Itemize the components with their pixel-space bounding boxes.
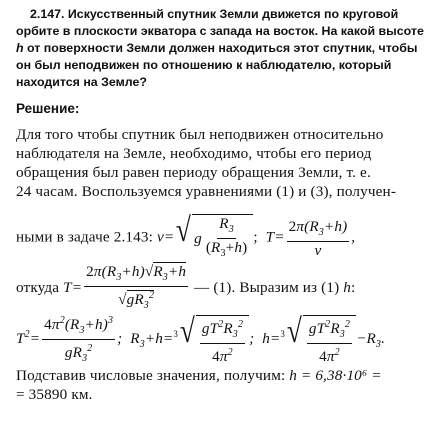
cube-root-1: √ $\frac{gT^2R_3^2}{4\pi^2}$ (178, 315, 249, 365)
formula-line-whence: откуда T= $\frac{2\pi(R_3+h)√R_3+h}{√gR_3^2}$ — (1). Выразим из (1) h: (16, 263, 355, 314)
whence-label: откуда (16, 279, 60, 297)
problem-number: 2.147. (30, 7, 65, 21)
formula-line-v-T: ными в задаче 2.143: v= √ g $\frac{R_3}{(R_3+h)}$ ; T= $\frac{2\pi(R_3+h)}{v}$ , (16, 214, 355, 262)
problem-line-1: Искусственный спутник Земли движется по круговой (67, 7, 399, 21)
final-line-2: = 35890 км. (16, 386, 93, 403)
T-period-fraction: $\frac{2\pi(R_3+h)√R_3+h}{√gR_3^2}$ (86, 263, 187, 312)
problem-line-5: находится на Земле? (16, 75, 147, 89)
solution-line-4: 24 часам. Воспользуемся уравнениями (1) и (3), получен- (16, 183, 397, 200)
T-squared-fraction: $\frac{4\pi^2(R_3+h)^3}{gR_3^2}$ (42, 312, 115, 367)
eq1-reference: — (1). Выразим из (1) (194, 279, 340, 297)
solution-line-1: Для того чтобы спутник был неподвижен относительно (16, 126, 384, 143)
solution-heading: Решение: (16, 101, 80, 116)
final-prefix: Подставив числовые значения, получим: (16, 367, 286, 384)
cube-root-2: √ $\frac{gT^2R_3^2}{4\pi^2}$ (285, 315, 356, 365)
problem-line-3: h от поверхности Земли должен находиться этот спутник, чтобы (16, 41, 418, 55)
derivation-line: $T^2=$ $\frac{4\pi^2(R_3+h)^3}{gR_3^2}$ ; $R_3+h=^3$ √ $\frac{gT^2R_3^2}{4\pi^2}$ ; h=$^3$ √ $\frac{gT^2R_3^2}{4\pi^2}$ $-R_3$. (16, 312, 385, 367)
problem-line-2: орбите в плоскости экватора с запада на восток. На какой высоте (16, 24, 424, 38)
problem-line-4: он был неподвижен по отношению к наблюдателю, который (16, 58, 392, 72)
final-line-1 (16, 366, 382, 385)
T-formula-fraction: $\frac{2\pi(R_3+h)}{v}$ (288, 217, 348, 259)
v-formula-radical: √ g $\frac{R_3}{(R_3+h)}$ (174, 214, 253, 262)
solution-line-2: наблюдателя на Земле, необходимо, чтобы его период (16, 145, 372, 162)
problem-statement (30, 6, 398, 23)
solution-line-3: обращения был равен периоду обращения Земли, т. е. (16, 164, 371, 181)
solution-line-5-prefix: ными в задаче 2.143: (16, 228, 154, 246)
final-value: h = 6,38·10⁶ = (289, 367, 382, 384)
